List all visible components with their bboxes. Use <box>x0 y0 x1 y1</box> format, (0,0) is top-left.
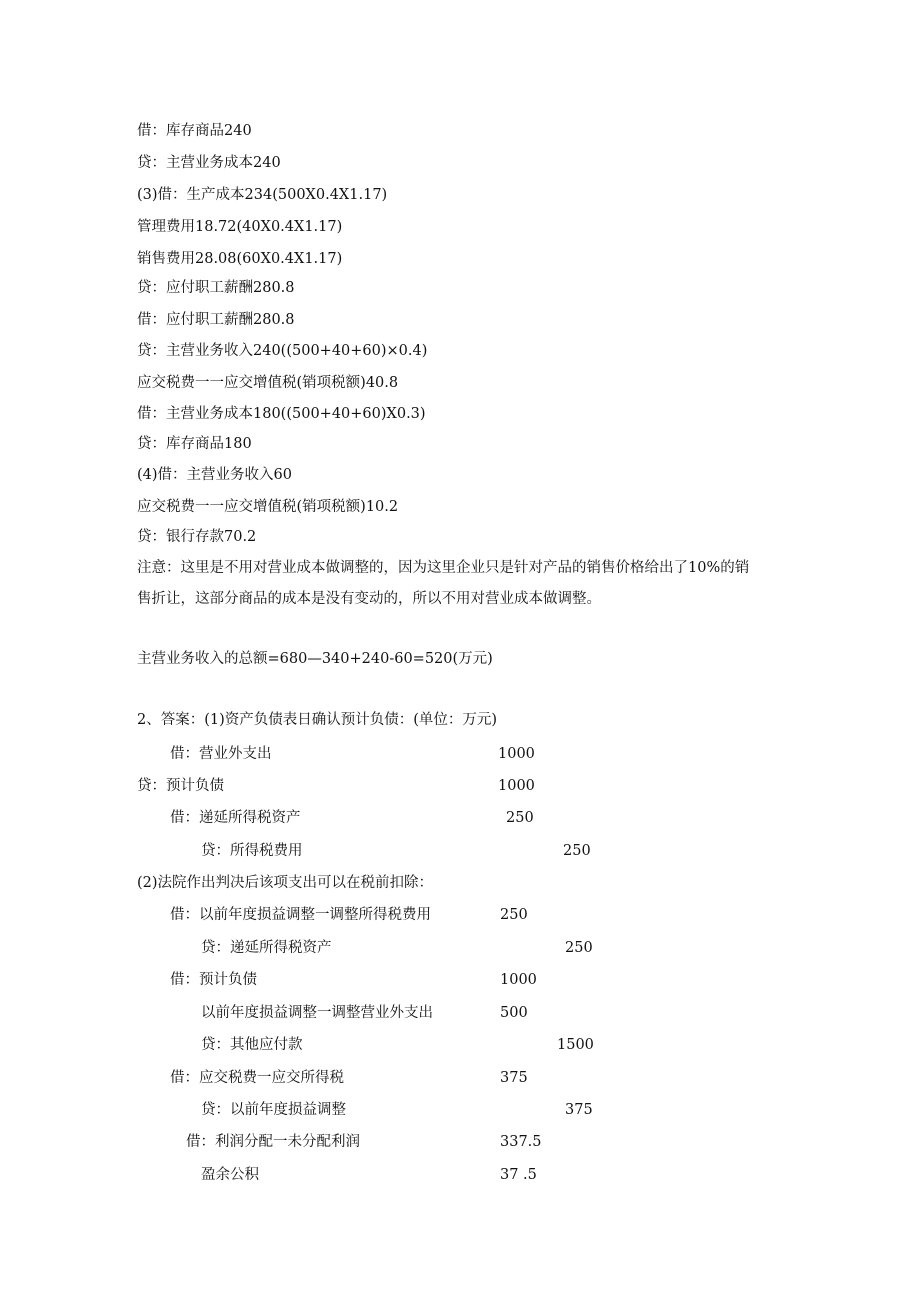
entry-amount: 250 <box>565 940 593 956</box>
entry-amount: 337.5 <box>500 1134 542 1150</box>
total-revenue-line: 主营业务收入的总额=680—340+240-60=520(万元) <box>137 651 493 667</box>
entry-amount: 250 <box>563 843 591 859</box>
entry-amount: 1000 <box>498 746 535 762</box>
entry-label: 借：利润分配一未分配利润 <box>186 1134 360 1150</box>
entry-amount: 500 <box>500 1005 528 1021</box>
entry-line: 销售费用28.08(60X0.4X1.17) <box>137 251 343 267</box>
entry-line: 贷：库存商品180 <box>137 436 252 452</box>
entry-amount: 375 <box>500 1070 528 1086</box>
entry-amount: 1500 <box>557 1037 594 1053</box>
entry-amount: 37 .5 <box>500 1167 537 1183</box>
entry-label: 盈余公积 <box>201 1167 259 1183</box>
answer-heading: 2、答案：(1)资产负债表日确认预计负债：(单位：万元) <box>137 712 498 728</box>
entry-amount: 1000 <box>498 778 535 794</box>
entry-line: 贷：主营业务成本240 <box>137 155 281 171</box>
entry-line: 管理费用18.72(40X0.4X1.17) <box>137 219 343 235</box>
entry-label: 借：营业外支出 <box>170 746 272 762</box>
entry-line: 应交税费一一应交增值税(销项税额)40.8 <box>137 375 399 391</box>
entry-amount: 250 <box>506 810 534 826</box>
entry-label: 借：以前年度损益调整一调整所得税费用 <box>170 907 431 923</box>
entry-label: 借：递延所得税资产 <box>170 810 301 826</box>
entry-line: 贷：主营业务收入240((500+40+60)×0.4) <box>137 343 428 359</box>
entry-amount: 375 <box>565 1102 593 1118</box>
entry-line: 借：应付职工薪酬280.8 <box>137 312 295 328</box>
entry-line: 贷：银行存款70.2 <box>137 529 257 545</box>
entry-line: (4)借：主营业务收入60 <box>137 467 292 483</box>
entry-label: 贷：其他应付款 <box>201 1037 303 1053</box>
entry-label: 贷：以前年度损益调整 <box>201 1102 346 1118</box>
entry-label: 借：应交税费一应交所得税 <box>170 1070 344 1086</box>
entry-line: (3)借：生产成本234(500X0.4X1.17) <box>137 187 388 203</box>
note-line-2: 售折让，这部分商品的成本是没有变动的，所以不用对营业成本做调整。 <box>137 591 601 607</box>
entry-line: 借：库存商品240 <box>137 123 252 139</box>
entry-label: 贷：预计负债 <box>137 778 224 794</box>
entry-amount: 250 <box>500 907 528 923</box>
entry-label: 以前年度损益调整一调整营业外支出 <box>201 1005 433 1021</box>
entry-amount: 1000 <box>500 972 537 988</box>
entry-line: 贷：应付职工薪酬280.8 <box>137 280 295 296</box>
note-line-1: 注意：这里是不用对营业成本做调整的，因为这里企业只是针对产品的销售价格给出了10%的销 <box>137 560 750 576</box>
entry-line: 应交税费一一应交增值税(销项税额)10.2 <box>137 499 399 515</box>
entry-label: 贷：所得税费用 <box>201 843 303 859</box>
entry-line: 借：主营业务成本180((500+40+60)X0.3) <box>137 406 426 422</box>
entry-label: 贷：递延所得税资产 <box>201 940 332 956</box>
entry-label: 借：预计负债 <box>170 972 257 988</box>
subsection-heading: (2)法院作出判决后该项支出可以在税前扣除： <box>137 875 434 891</box>
